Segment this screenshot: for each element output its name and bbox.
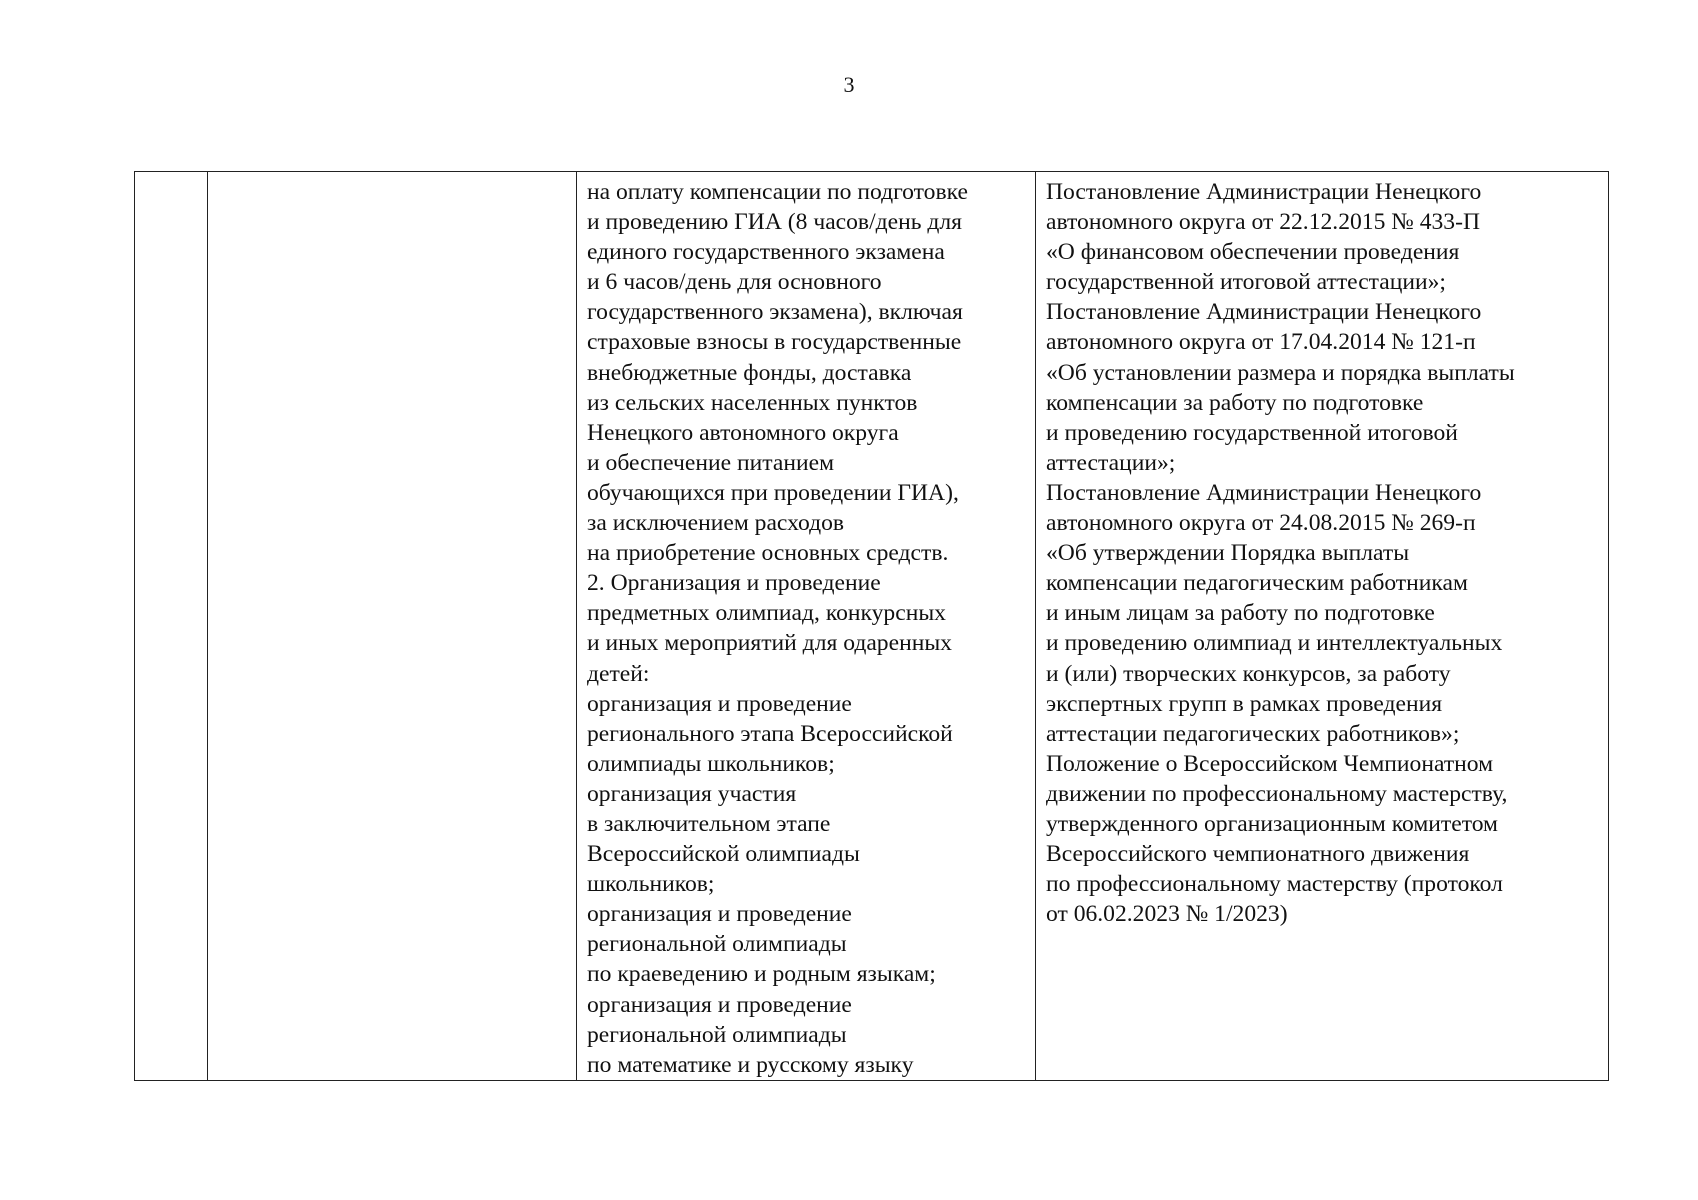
name-cell-text [208,172,576,177]
legal-basis-line: Всероссийского чемпионатного движения [1046,841,1470,868]
expenses-description-line: региональной олимпиады [587,931,847,958]
name-cell [208,172,577,1081]
legal-basis-line: и проведению олимпиад и интеллектуальных [1046,630,1503,657]
expenses-description-line: страховые взносы в государственные [587,329,962,356]
expenses-description-line: по краеведению и родным языкам; [587,961,936,988]
legal-basis-line: утвержденного организационным комитетом [1046,810,1498,837]
page-number: 3 [843,72,855,97]
number-cell [135,172,208,1081]
expenses-description-line: на приобретение основных средств. [587,540,949,567]
legal-basis-line: Постановление Администрации Ненецкого [1046,179,1482,205]
legal-basis-line: и проведению государственной итоговой [1046,419,1458,446]
expenses-description-line: государственного экзамена), включая [587,299,963,326]
table-row [135,172,1609,1081]
legal-basis-line: аттестации»; [1046,449,1176,476]
legal-basis-line: автономного округа от 22.12.2015 № 433-П [1046,209,1480,236]
legal-basis-text [1036,172,1608,929]
expenses-description-line: за исключением расходов [587,510,845,537]
legal-basis-line: «Об утверждении Порядка выплаты [1046,540,1410,567]
expenses-description-line: Ненецкого автономного округа [587,419,899,446]
legal-basis-line: автономного округа от 24.08.2015 № 269-п [1046,510,1476,537]
expenses-description-line: организация и проведение [587,991,852,1018]
expenses-description-line: олимпиады школьников; [587,750,835,777]
legal-basis-line: экспертных групп в рамках проведения [1046,690,1443,717]
legal-basis-line: и (или) творческих конкурсов, за работу [1046,660,1451,687]
expenses-description-line: Всероссийской олимпиады [587,841,860,868]
expenses-description-line: и 6 часов/день для основного [587,269,882,296]
legal-basis-line: Постановление Администрации Ненецкого [1046,479,1482,506]
legal-basis-line: автономного округа от 17.04.2014 № 121-п [1046,329,1476,356]
expenses-description-line: из сельских населенных пунктов [587,389,918,416]
expenses-description-line: на оплату компенсации по подготовке [587,179,968,205]
legal-basis-line: движении по профессиональному мастерству, [1046,780,1508,807]
expenses-description-line: организация и проведение [587,690,852,717]
expenses-description-line: региональной олимпиады [587,1021,847,1048]
expenses-description-line: и проведению ГИА (8 часов/день для [587,209,963,236]
expenses-description-line: и обеспечение питанием [587,449,834,476]
expenses-description-line: по математике и русскому языку [587,1051,914,1078]
expenses-description-line: 2. Организация и проведение [587,570,881,597]
legal-basis-line: государственной итоговой аттестации»; [1046,269,1446,296]
expenses-description-text [577,172,1035,1080]
expenses-description-line: школьников; [587,871,715,898]
document-table [134,171,1609,1081]
legal-basis-cell [1036,172,1609,1081]
expenses-description-line: в заключительном этапе [587,810,831,837]
legal-basis-line: и иным лицам за работу по подготовке [1046,600,1435,627]
expenses-description-line: внебюджетные фонды, доставка [587,359,912,386]
expenses-description-line: организация участия [587,780,797,807]
legal-basis-line: компенсации педагогическим работникам [1046,570,1468,597]
expenses-description-line: детей: [587,660,650,687]
expenses-description-line: и иных мероприятий для одаренных [587,630,952,657]
expenses-description-line: регионального этапа Всероссийской [587,720,953,747]
legal-basis-line: аттестации педагогических работников»; [1046,720,1460,747]
legal-basis-line: по профессиональному мастерству (протокол [1046,871,1503,898]
number-cell-text [135,172,207,177]
legal-basis-line: «О финансовом обеспечении проведения [1046,239,1460,266]
expenses-description-line: организация и проведение [587,901,852,928]
expenses-description-line: предметных олимпиад, конкурсных [587,600,946,627]
legal-basis-line: компенсации за работу по подготовке [1046,389,1424,416]
legal-basis-line: от 06.02.2023 № 1/2023) [1046,901,1288,928]
expenses-description-cell [577,172,1036,1081]
expenses-description-line: единого государственного экзамена [587,239,945,266]
expenses-description-line: обучающихся при проведении ГИА), [587,479,959,506]
legal-basis-line: Положение о Всероссийском Чемпионатном [1046,750,1494,777]
legal-basis-line: Постановление Администрации Ненецкого [1046,299,1482,326]
legal-basis-line: «Об установлении размера и порядка выплаты [1046,359,1515,386]
